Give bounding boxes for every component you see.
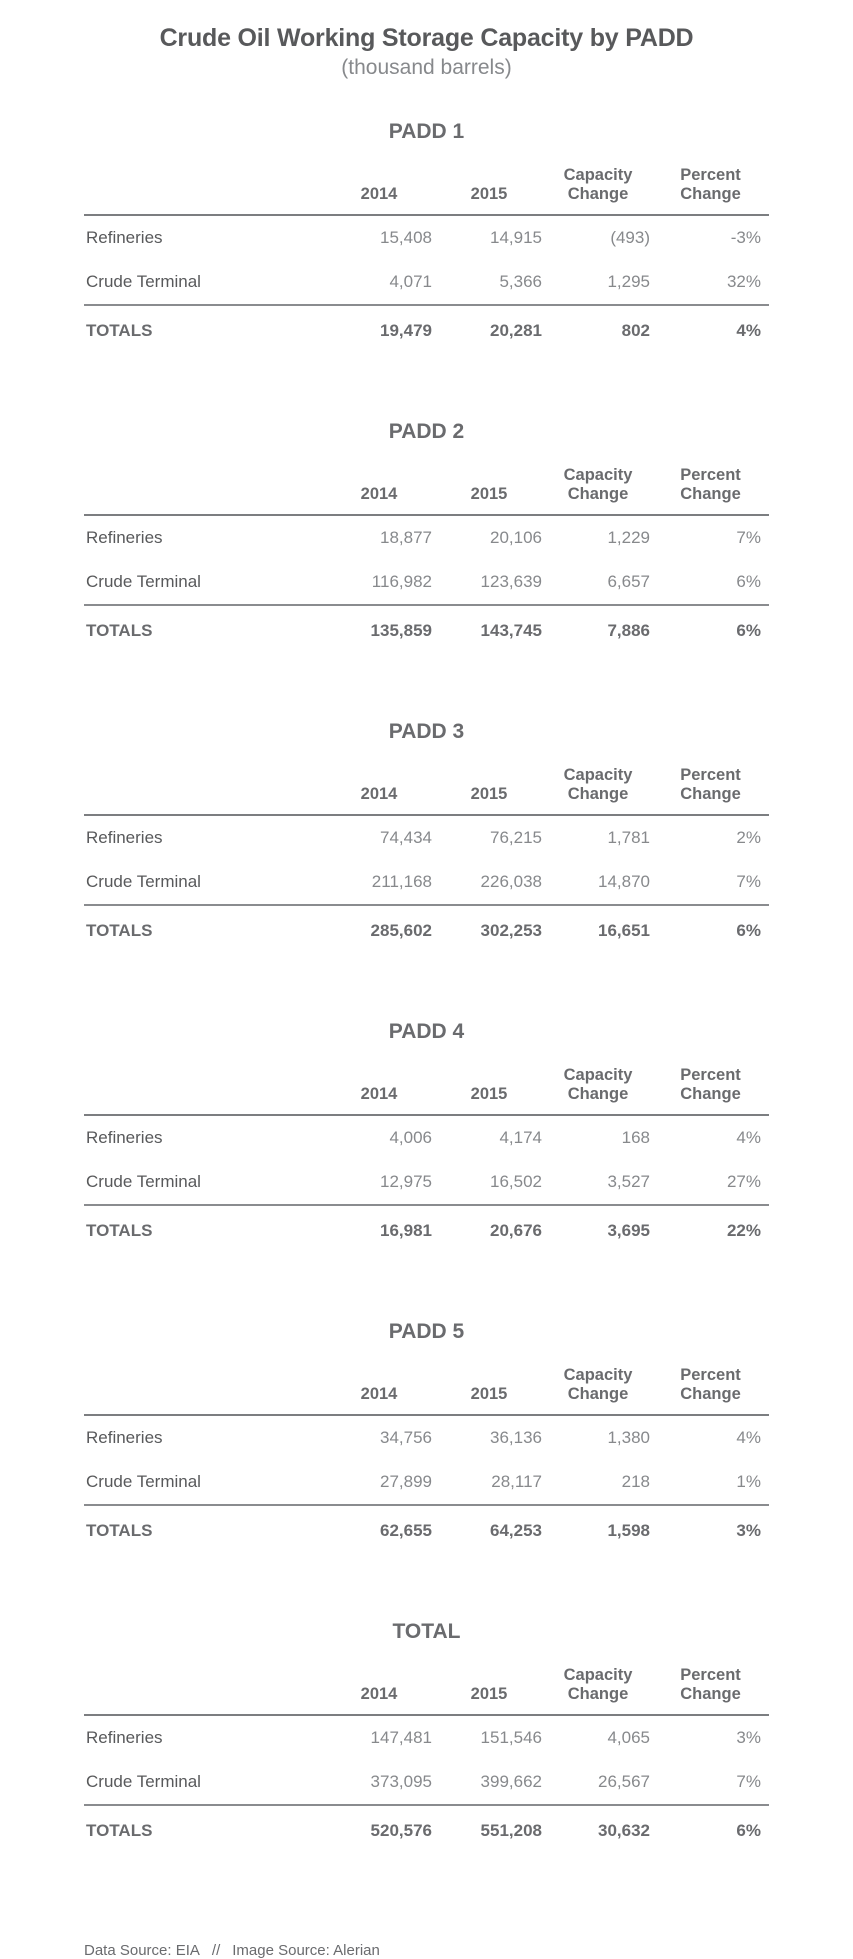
cell-2014: 34,756 <box>380 1427 432 1447</box>
section-heading: PADD 3 <box>388 720 465 743</box>
section-heading: PADD 2 <box>388 420 465 443</box>
cell-percent-change: 7% <box>736 871 761 891</box>
col-header-capacity-change: Capacity Change <box>544 766 652 815</box>
cell-percent-change: 1% <box>736 1471 761 1491</box>
col-header-2015: 2015 <box>434 1066 544 1115</box>
section-heading: TOTAL <box>392 1620 461 1643</box>
table-row <box>84 1460 769 1505</box>
col-header-2015: 2015 <box>434 166 544 215</box>
table-row <box>84 1160 769 1205</box>
col-header-percent-change: Percent Change <box>652 166 769 215</box>
header-row <box>84 1066 769 1115</box>
row-label: TOTALS <box>84 1205 324 1256</box>
cell-2014: 4,006 <box>389 1127 432 1147</box>
cell-2014: 16,981 <box>324 1205 434 1256</box>
section-heading: PADD 5 <box>388 1320 465 1343</box>
source-footer <box>84 1942 769 1959</box>
cell-2014: 12,975 <box>380 1171 432 1191</box>
col-header-2015: 2015 <box>434 466 544 515</box>
sections-container <box>0 120 853 1920</box>
row-label: TOTALS <box>84 1805 324 1856</box>
cell-percent-change: 22% <box>652 1205 769 1256</box>
padd-2-section <box>84 420 769 720</box>
row-label: Refineries <box>86 1727 163 1747</box>
cell-capacity-change: 1,598 <box>544 1505 652 1556</box>
cell-percent-change: 3% <box>736 1727 761 1747</box>
row-label: Crude Terminal <box>86 271 201 291</box>
totals-row <box>84 305 769 356</box>
cell-2015: 28,117 <box>491 1471 542 1491</box>
cell-capacity-change: 26,567 <box>598 1771 650 1791</box>
capacity-table <box>84 1366 769 1556</box>
cell-percent-change: 32% <box>726 271 761 291</box>
capacity-table <box>84 1066 769 1256</box>
cell-2015: 76,215 <box>490 827 542 847</box>
row-label: Refineries <box>86 1127 163 1147</box>
table-row <box>84 560 769 605</box>
cell-2014: 15,408 <box>380 227 432 247</box>
data-source-text: Data Source: EIA <box>84 1942 200 1959</box>
table-row <box>84 1415 769 1460</box>
cell-capacity-change: 218 <box>621 1471 650 1491</box>
col-header-2014: 2014 <box>324 766 434 815</box>
row-label: TOTALS <box>84 605 324 656</box>
cell-2014: 135,859 <box>324 605 434 656</box>
cell-capacity-change: 1,295 <box>607 271 650 291</box>
totals-row <box>84 605 769 656</box>
source-separator: // <box>211 1942 221 1959</box>
row-label: Refineries <box>86 527 163 547</box>
table-row <box>84 215 769 260</box>
cell-capacity-change: 802 <box>544 305 652 356</box>
image-source-text: Image Source: Alerian <box>232 1942 380 1959</box>
col-header-capacity-change: Capacity Change <box>544 466 652 515</box>
col-header-2015: 2015 <box>434 1666 544 1715</box>
row-label: TOTALS <box>84 305 324 356</box>
row-label: Refineries <box>86 827 163 847</box>
cell-2014: 18,877 <box>380 527 432 547</box>
cell-2015: 20,676 <box>434 1205 544 1256</box>
cell-2015: 551,208 <box>434 1805 544 1856</box>
cell-capacity-change: 1,781 <box>607 827 650 847</box>
col-header-percent-change: Percent Change <box>652 1366 769 1415</box>
page-subtitle: (thousand barrels) <box>341 56 512 79</box>
totals-row <box>84 1505 769 1556</box>
padd-1-section <box>84 120 769 420</box>
cell-percent-change: 7% <box>736 527 761 547</box>
cell-2014: 4,071 <box>389 271 432 291</box>
header-row <box>84 1666 769 1715</box>
row-label: Crude Terminal <box>86 871 201 891</box>
col-header-percent-change: Percent Change <box>652 766 769 815</box>
cell-2015: 5,366 <box>499 271 542 291</box>
padd-5-section <box>84 1320 769 1620</box>
row-label-header <box>84 1066 324 1115</box>
cell-2015: 143,745 <box>434 605 544 656</box>
col-header-2014: 2014 <box>324 166 434 215</box>
cell-capacity-change: 7,886 <box>544 605 652 656</box>
row-label: TOTALS <box>84 905 324 956</box>
table-row <box>84 1115 769 1160</box>
cell-2014: 74,434 <box>380 827 432 847</box>
section-heading: PADD 1 <box>388 120 465 143</box>
cell-capacity-change: (493) <box>610 227 650 247</box>
col-header-capacity-change: Capacity Change <box>544 166 652 215</box>
row-label: Crude Terminal <box>86 1171 201 1191</box>
cell-2014: 116,982 <box>371 571 432 591</box>
section-heading: PADD 4 <box>388 1020 465 1043</box>
cell-2014: 373,095 <box>370 1771 432 1791</box>
col-header-percent-change: Percent Change <box>652 466 769 515</box>
cell-2015: 20,106 <box>490 527 542 547</box>
row-label: Refineries <box>86 1427 163 1447</box>
cell-percent-change: 4% <box>736 1127 761 1147</box>
cell-percent-change: 4% <box>736 1427 761 1447</box>
row-label: TOTALS <box>84 1505 324 1556</box>
header-row <box>84 1366 769 1415</box>
cell-2014: 285,602 <box>324 905 434 956</box>
cell-percent-change: 6% <box>652 905 769 956</box>
row-label-header <box>84 766 324 815</box>
cell-2015: 64,253 <box>434 1505 544 1556</box>
totals-row <box>84 905 769 956</box>
cell-percent-change: 27% <box>726 1171 761 1191</box>
capacity-table <box>84 466 769 656</box>
cell-percent-change: 2% <box>736 827 761 847</box>
cell-capacity-change: 1,229 <box>607 527 650 547</box>
cell-percent-change: 3% <box>652 1505 769 1556</box>
padd-4-section <box>84 1020 769 1320</box>
col-header-2015: 2015 <box>434 1366 544 1415</box>
cell-2014: 19,479 <box>324 305 434 356</box>
table-row <box>84 1760 769 1805</box>
cell-2015: 399,662 <box>480 1771 542 1791</box>
col-header-2014: 2014 <box>324 1366 434 1415</box>
col-header-2014: 2014 <box>324 1066 434 1115</box>
table-row <box>84 260 769 305</box>
cell-percent-change: -3% <box>730 227 761 247</box>
header-row <box>84 466 769 515</box>
cell-2015: 123,639 <box>480 571 542 591</box>
cell-2015: 226,038 <box>480 871 542 891</box>
totals-row <box>84 1805 769 1856</box>
cell-capacity-change: 168 <box>621 1127 650 1147</box>
table-row <box>84 815 769 860</box>
cell-2015: 14,915 <box>490 227 542 247</box>
cell-capacity-change: 1,380 <box>607 1427 650 1447</box>
totals-row <box>84 1205 769 1256</box>
table-row <box>84 1715 769 1760</box>
cell-2014: 520,576 <box>324 1805 434 1856</box>
cell-percent-change: 7% <box>736 1771 761 1791</box>
cell-percent-change: 4% <box>652 305 769 356</box>
row-label: Crude Terminal <box>86 1771 201 1791</box>
cell-2015: 36,136 <box>490 1427 542 1447</box>
cell-capacity-change: 4,065 <box>607 1727 650 1747</box>
row-label: Crude Terminal <box>86 571 201 591</box>
col-header-2014: 2014 <box>324 466 434 515</box>
cell-2015: 16,502 <box>490 1171 542 1191</box>
col-header-percent-change: Percent Change <box>652 1666 769 1715</box>
col-header-2014: 2014 <box>324 1666 434 1715</box>
cell-2015: 20,281 <box>434 305 544 356</box>
cell-capacity-change: 3,695 <box>544 1205 652 1256</box>
cell-capacity-change: 16,651 <box>544 905 652 956</box>
cell-2015: 302,253 <box>434 905 544 956</box>
row-label-header <box>84 1666 324 1715</box>
row-label: Refineries <box>86 227 163 247</box>
cell-2014: 27,899 <box>380 1471 432 1491</box>
padd-3-section <box>84 720 769 1020</box>
col-header-2015: 2015 <box>434 766 544 815</box>
cell-2014: 211,168 <box>371 871 432 891</box>
total-section <box>84 1620 769 1920</box>
col-header-capacity-change: Capacity Change <box>544 1366 652 1415</box>
table-row <box>84 860 769 905</box>
row-label: Crude Terminal <box>86 1471 201 1491</box>
cell-percent-change: 6% <box>652 1805 769 1856</box>
col-header-capacity-change: Capacity Change <box>544 1666 652 1715</box>
cell-percent-change: 6% <box>736 571 761 591</box>
cell-2014: 147,481 <box>370 1727 432 1747</box>
row-label-header <box>84 1366 324 1415</box>
row-label-header <box>84 166 324 215</box>
table-row <box>84 515 769 560</box>
row-label-header <box>84 466 324 515</box>
col-header-percent-change: Percent Change <box>652 1066 769 1115</box>
capacity-table <box>84 766 769 956</box>
cell-capacity-change: 30,632 <box>544 1805 652 1856</box>
header-row <box>84 766 769 815</box>
capacity-table <box>84 166 769 356</box>
cell-capacity-change: 3,527 <box>607 1171 650 1191</box>
page-title: Crude Oil Working Storage Capacity by PADD <box>159 24 694 52</box>
cell-2015: 4,174 <box>499 1127 542 1147</box>
col-header-capacity-change: Capacity Change <box>544 1066 652 1115</box>
capacity-table <box>84 1666 769 1856</box>
cell-2014: 62,655 <box>324 1505 434 1556</box>
cell-percent-change: 6% <box>652 605 769 656</box>
cell-capacity-change: 6,657 <box>607 571 650 591</box>
cell-capacity-change: 14,870 <box>598 871 650 891</box>
cell-2015: 151,546 <box>480 1727 542 1747</box>
header-row <box>84 166 769 215</box>
